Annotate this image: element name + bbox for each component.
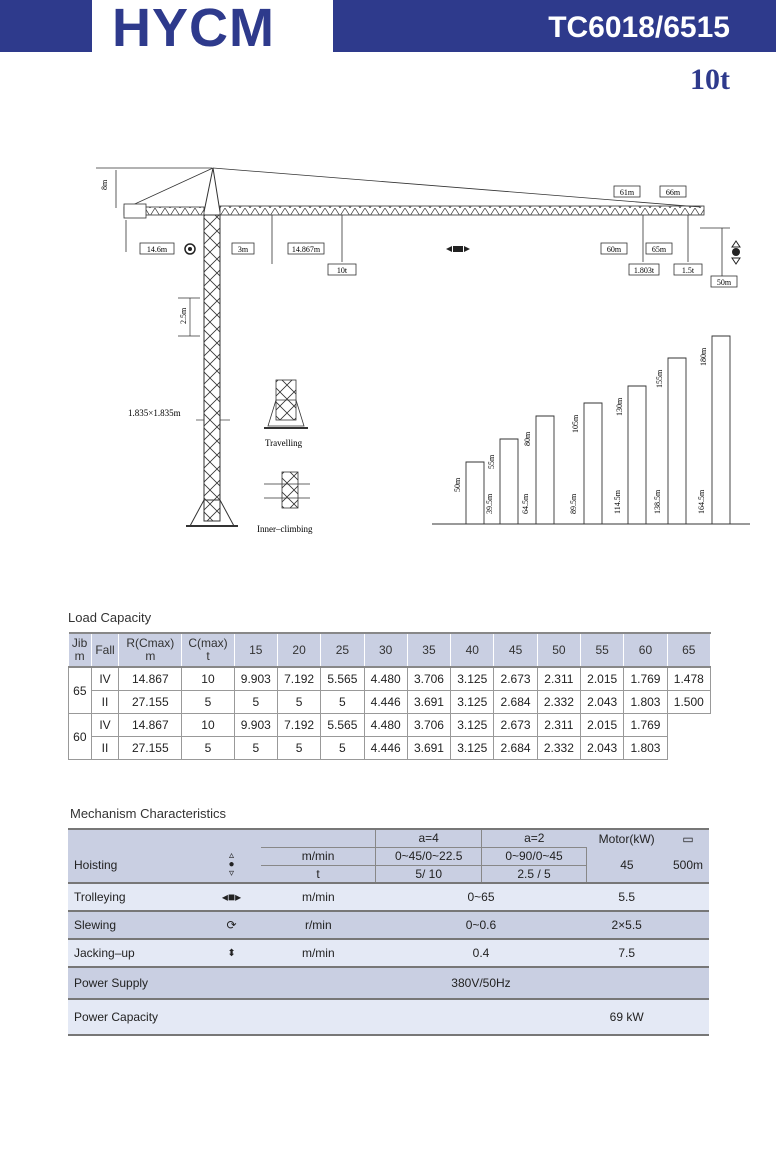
table-cell: 5: [182, 691, 234, 714]
load-capacity-title: Load Capacity: [68, 610, 152, 625]
label-8m: 8m: [100, 179, 109, 190]
table-cell: 4.480: [364, 667, 407, 691]
travelling-label: Travelling: [265, 438, 303, 448]
label-3m: 3m: [237, 245, 249, 254]
label-66m: 66m: [665, 188, 681, 197]
table-cell: 2.311: [537, 667, 580, 691]
tower-side-height-label: 64.5m: [521, 493, 530, 514]
power-supply-value: 380V/50Hz: [451, 976, 511, 990]
table-cell: 10: [182, 714, 234, 737]
load-header-4: 15: [234, 633, 277, 667]
load-header-5: 20: [277, 633, 320, 667]
power-capacity-label: Power Capacity: [74, 1010, 159, 1024]
table-cell: 14.867: [119, 714, 182, 737]
table-cell: 27.155: [119, 691, 182, 714]
table-cell: 4.480: [364, 714, 407, 737]
power-capacity-value: 69 kW: [609, 1010, 644, 1024]
table-cell: 3.125: [451, 737, 494, 760]
crane-diagram: [0, 150, 776, 550]
table-cell: 2.332: [537, 691, 580, 714]
jacking-label: Jacking–up: [74, 946, 135, 960]
label-14867: 14.867m: [291, 245, 321, 254]
table-row: [69, 714, 711, 737]
slewing-label: Slewing: [74, 918, 117, 932]
hoisting-unit-speed: m/min: [261, 847, 376, 865]
table-cell: 1.500: [667, 691, 710, 714]
table-cell: 5: [234, 737, 277, 760]
slewing-motor: 2×5.5: [611, 918, 642, 932]
tower-top-height-label: 55m: [487, 454, 496, 469]
tower-top-height-label: 155m: [655, 369, 664, 388]
label-65m: 65m: [651, 245, 667, 254]
slewing-value: 0~0.6: [465, 918, 497, 932]
slewing-unit: r/min: [304, 918, 332, 932]
table-cell: 3.125: [451, 691, 494, 714]
trolleying-unit: m/min: [301, 890, 335, 904]
label-60m: 60m: [606, 245, 622, 254]
load-header-9: 40: [451, 633, 494, 667]
table-row: [69, 737, 711, 760]
mechanism-title: Mechanism Characteristics: [70, 806, 227, 821]
table-cell: 1.803: [624, 737, 667, 760]
table-cell: 2.332: [537, 737, 580, 760]
model-number: TC6018/6515: [548, 11, 730, 44]
table-cell: 2.673: [494, 714, 537, 737]
tower-side-height-label: 138.5m: [653, 489, 662, 514]
trolleying-label: Trolleying: [74, 890, 126, 904]
slewing-icon: [185, 244, 195, 254]
label-15t: 1.5t: [681, 266, 695, 275]
label-section-25: 2.5m: [179, 307, 188, 324]
load-header-13: 60: [624, 633, 667, 667]
table-cell: 2.684: [494, 737, 537, 760]
table-cell: II: [91, 691, 119, 714]
table-cell: 5.565: [321, 667, 364, 691]
table-cell: 1.769: [624, 667, 667, 691]
hoisting-a4-speed: 0~45/0~22.5: [376, 847, 482, 865]
load-header-12: 55: [581, 633, 624, 667]
label-10t: 10t: [336, 266, 348, 275]
tower-top-height-label: 130m: [615, 397, 624, 416]
table-cell: 3.691: [407, 691, 450, 714]
col-a4: a=4: [376, 829, 482, 847]
max-capacity: 10t: [690, 63, 730, 96]
load-header-7: 30: [364, 633, 407, 667]
tower-top-height-label: 80m: [523, 431, 532, 446]
table-cell: IV: [91, 714, 119, 737]
hoisting-a2-load: 2.5 / 5: [482, 865, 587, 883]
table-cell: 3.691: [407, 737, 450, 760]
table-cell: IV: [91, 667, 119, 691]
trolley-mech-icon: ◂■▸: [221, 890, 242, 904]
hoisting-motor: 45: [620, 857, 634, 872]
table-cell: 2.043: [581, 691, 624, 714]
slewing-mech-icon: ⟳: [226, 918, 237, 932]
table-cell: II: [91, 737, 119, 760]
table-cell: 4.446: [364, 691, 407, 714]
load-header-11: 50: [537, 633, 580, 667]
table-cell: 3.706: [407, 714, 450, 737]
tower-side-height-label: 114.5m: [613, 490, 622, 514]
tower-side-height-label: 39.5m: [485, 493, 494, 514]
tower-top-height-label: 50m: [453, 477, 462, 492]
table-cell: 5.565: [321, 714, 364, 737]
tower-height-bar: [500, 439, 518, 524]
tower-height-bar: [466, 462, 484, 524]
table-cell: [667, 714, 710, 737]
table-cell: 5: [321, 691, 364, 714]
load-header-8: 35: [407, 633, 450, 667]
tower-top-height-label: 105m: [571, 414, 580, 433]
table-cell: 7.192: [277, 714, 320, 737]
load-header-2: R(Cmax) m: [119, 633, 182, 667]
header-band-left: [0, 0, 92, 52]
hoisting-label: Hoisting: [74, 857, 118, 872]
table-cell: 9.903: [234, 714, 277, 737]
power-supply-label: Power Supply: [74, 976, 149, 990]
table-cell: 1.769: [624, 714, 667, 737]
table-cell: 27.155: [119, 737, 182, 760]
tower-height-bar: [668, 358, 686, 524]
jacking-motor: 7.5: [618, 946, 635, 960]
table-cell: 4.446: [364, 737, 407, 760]
hoist-icon: [732, 241, 740, 264]
label-1803t: 1.803t: [633, 266, 655, 275]
table-cell: 1.803: [624, 691, 667, 714]
brand-logo: HYCM: [112, 0, 275, 58]
trolleying-motor: 5.5: [618, 890, 635, 904]
hoisting-a4-load: 5/ 10: [376, 865, 482, 883]
table-cell: 2.684: [494, 691, 537, 714]
table-cell: 5: [321, 737, 364, 760]
table-cell: 9.903: [234, 667, 277, 691]
inner-climbing-label: Inner–climbing: [257, 524, 313, 534]
table-cell: 14.867: [119, 667, 182, 691]
table-cell: 2.311: [537, 714, 580, 737]
table-cell: 5: [234, 691, 277, 714]
load-capacity-table: [68, 632, 711, 760]
table-cell: 2.015: [581, 714, 624, 737]
table-cell: 3.706: [407, 667, 450, 691]
table-row: [69, 667, 711, 691]
load-header-0: Jib m: [69, 633, 92, 667]
table-cell: 3.125: [451, 714, 494, 737]
hoisting-unit-load: t: [261, 865, 376, 883]
table-row: [69, 691, 711, 714]
table-cell: 2.015: [581, 667, 624, 691]
table-cell: 5: [277, 737, 320, 760]
tower-height-bar: [712, 336, 730, 524]
label-50m: 50m: [716, 278, 732, 287]
load-header-14: 65: [667, 633, 710, 667]
tower-height-bar: [536, 416, 554, 524]
hoisting-drum: 500m: [672, 857, 703, 872]
label-section-size: 1.835×1.835m: [128, 408, 181, 418]
table-cell: 1.478: [667, 667, 710, 691]
tower-height-bar: [628, 386, 646, 524]
table-cell: 3.125: [451, 667, 494, 691]
label-61m: 61m: [619, 188, 635, 197]
table-cell: [667, 737, 710, 760]
tower-side-height-label: 164.5m: [697, 489, 706, 514]
load-header-1: Fall: [91, 633, 119, 667]
drum-icon: ▭: [682, 831, 694, 846]
col-motor: Motor(kW): [598, 831, 655, 846]
hoist-mech-icon: ▵ ● ▿: [228, 850, 235, 879]
jacking-value: 0.4: [472, 946, 490, 960]
hoisting-a2-speed: 0~90/0~45: [482, 847, 587, 865]
label-counter-jib: 14.6m: [146, 245, 168, 254]
jacking-unit: m/min: [301, 946, 335, 960]
tower-height-bar: [584, 403, 602, 524]
table-cell: 5: [277, 691, 320, 714]
col-a2: a=2: [482, 829, 587, 847]
tower-side-height-label: 89.5m: [569, 493, 578, 514]
trolley-icon: [446, 246, 470, 252]
jacking-mech-icon: ⬍: [227, 947, 236, 959]
table-cell: 7.192: [277, 667, 320, 691]
table-cell: 2.043: [581, 737, 624, 760]
load-header-10: 45: [494, 633, 537, 667]
table-cell: 2.673: [494, 667, 537, 691]
jib-length-cell: 60: [69, 714, 92, 760]
tower-top-height-label: 180m: [699, 347, 708, 366]
jib-length-cell: 65: [69, 667, 92, 714]
table-cell: 5: [182, 737, 234, 760]
trolleying-value: 0~65: [467, 890, 495, 904]
table-cell: 10: [182, 667, 234, 691]
load-header-6: 25: [321, 633, 364, 667]
load-header-3: C(max) t: [182, 633, 234, 667]
mechanism-table: [68, 828, 709, 1036]
